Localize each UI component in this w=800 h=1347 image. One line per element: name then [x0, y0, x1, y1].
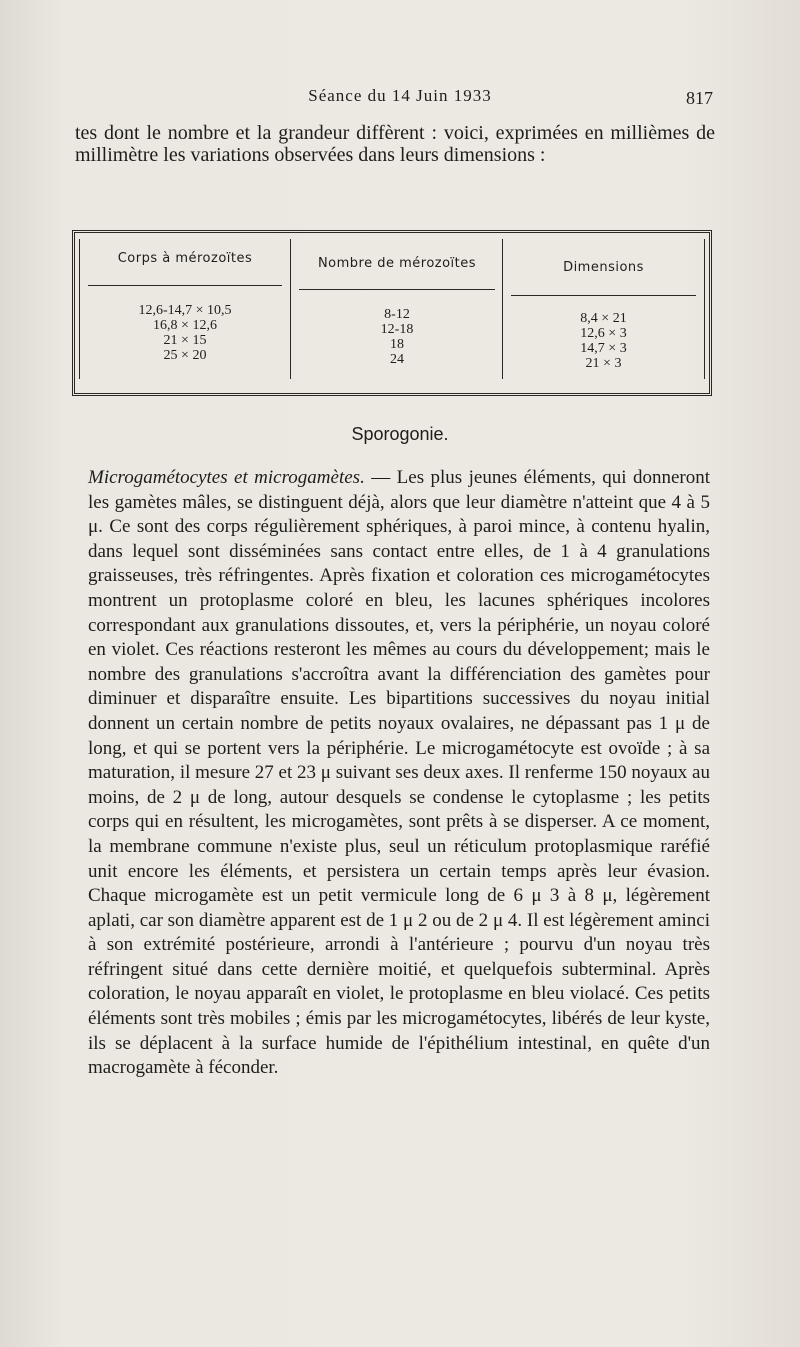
column-rule	[299, 289, 495, 290]
column-header: Nombre de mérozoïtes	[317, 256, 477, 271]
paragraph-lead: Microgamétocytes et microgamètes.	[88, 467, 365, 488]
table-cell: 8-12	[384, 307, 410, 322]
table-cell: 8,4 × 21	[580, 311, 627, 326]
table-cell: 12-18	[380, 322, 414, 337]
table-cell: 12,6-14,7 × 10,5	[138, 303, 232, 318]
column-cells	[291, 307, 503, 367]
table-cell: 25 × 20	[163, 348, 207, 363]
column-header: Dimensions	[563, 260, 644, 275]
page-number: 817	[686, 88, 713, 108]
paragraph-text: — Les plus jeunes éléments, qui donneront les gamètes mâles, se distinguent déjà, alors que leur diamètre n'atteint que 4 à 5 μ. Ce sont des corps régulièrement sphériques, à paroi mince, à contenu hyalin, dans lequel sont disséminées sans contact entre elles, de 1 à 4 granulations graisseuses, très réfringentes. Après fixation et coloration ces microgamétocytes montrent un protoplasme coloré en bleu, les lacunes sphériques incolores correspondant aux granulations dissoutes, et, vers la périphérie, un noyau coloré en violet. Ces réactions resteront les mêmes au cours du développement; mais le nombre des granulations s'accroîtra avant la différenciation des gamètes pour diminuer et disparaître ensuite. Les bipartitions successives du noyau initial donnent un certain nombre de petits noyaux ovalaires, ne dépassant pas 1 μ de long, et qui se portent vers la périphérie. Le microgamétocyte est ovoïde ; à sa maturation, il mesure 27 et 23 μ suivant ses deux axes. Il renferme 150 noyaux au moins, de 2 μ de long, autour desquels se condense le cytoplasme ; les petits corps qui en résultent, les microgamètes, sont prêts à se disperser. A ce moment, la membrane commune n'existe plus, seul un réticulum protoplasmique raréfié unit encore les éléments, et persistera un certain temps après leur évasion. Chaque microgamète est un petit vermicule long de 6 μ 3 à 8 μ, légèrement aplati, car son diamètre apparent est de 1 μ 2 ou de 2 μ 4. Il est légèrement aminci à son extrémité postérieure, arrondi à l'antérieure ; pourvu d'un noyau très réfringent situé dans cette dernière moitié, et quelquefois subterminal. Après coloration, le noyau apparaît en violet, le protoplasme en bleu violacé. Ces petits éléments sont très mobiles ; émis par les microgamétocytes, libérés de leur kyste, ils se déplacent à la surface humide de l'épithélium intestinal, en quête d'un macrogamète à féconder.	[88, 467, 710, 1079]
column-nombre	[290, 239, 503, 379]
intro-paragraph: tes dont le nombre et la grandeur diffèrent : voici, exprimées en millièmes de millimètre les variations observées dans leurs dimensions :	[75, 122, 715, 166]
table-cell: 14,7 × 3	[580, 341, 627, 356]
table-cell: 24	[390, 352, 404, 367]
column-dimensions	[502, 239, 704, 379]
table-frame	[79, 239, 705, 379]
column-header: Corps à mérozoïtes	[117, 251, 253, 266]
table-cell: 18	[390, 337, 404, 352]
section-title: Sporogonie.	[351, 424, 449, 444]
table-cell: 21 × 15	[163, 333, 207, 348]
column-rule	[511, 295, 696, 296]
column-cells	[80, 303, 290, 363]
column-corps	[80, 239, 290, 379]
table-cell: 12,6 × 3	[580, 326, 627, 341]
table-cell: 16,8 × 12,6	[153, 318, 217, 333]
table-cell: 21 × 3	[585, 356, 622, 371]
running-head: Séance du 14 Juin 1933	[308, 86, 492, 105]
column-cells	[503, 311, 704, 371]
body-paragraph	[88, 466, 710, 1081]
measurements-table	[72, 230, 712, 396]
column-rule	[88, 285, 282, 286]
